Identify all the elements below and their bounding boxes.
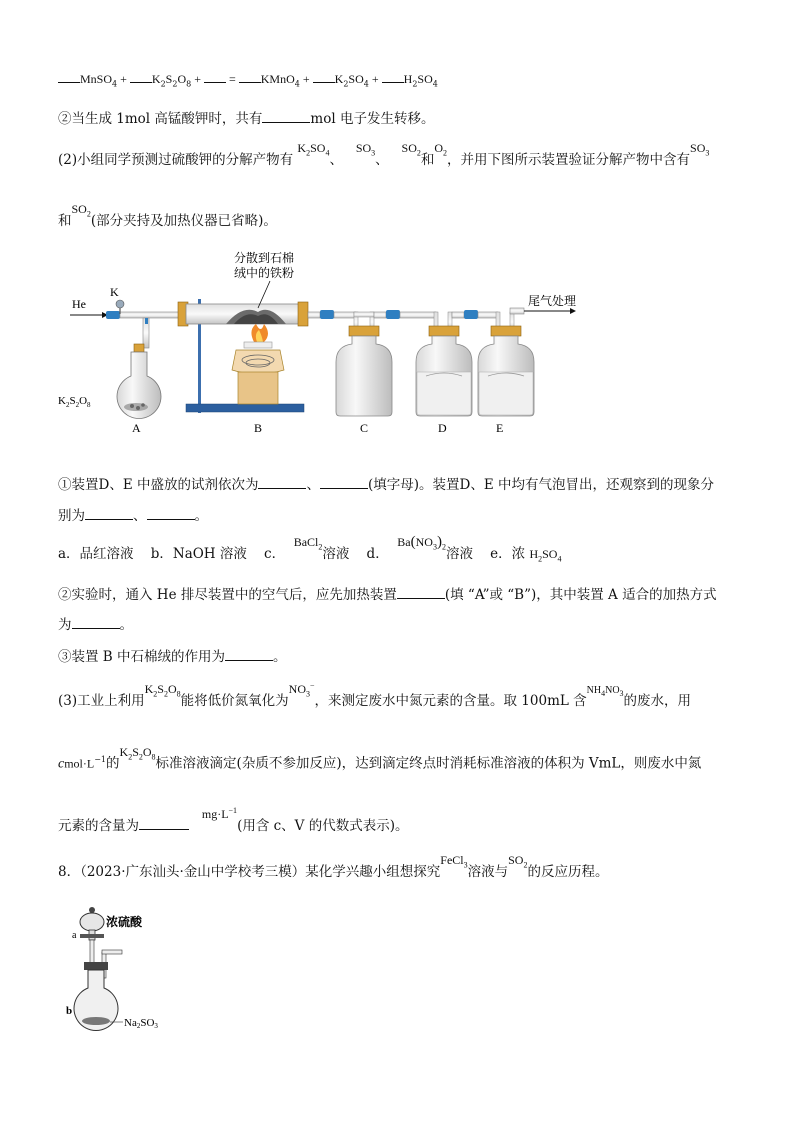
connector-icon [106, 311, 120, 319]
option-a: a．品红溶液 [58, 546, 134, 562]
label-b2: b [66, 1005, 73, 1017]
option-d: d． $Ba(NO_3)_2$溶液 [366, 534, 473, 562]
answer-blank [320, 474, 368, 489]
question-1-2: ②当生成 1mol 高锰酸钾时，共有 mol 电子发生转移。 [58, 108, 434, 129]
blank [204, 68, 226, 83]
answer-blank [225, 646, 273, 661]
question-2-2-cont: 为 。 [58, 614, 133, 635]
answer-blank [397, 584, 445, 599]
question-2-intro: (2)小组同学预测过硫酸钾的分解产物有 $K_2SO_4$、 $SO_3$、 $SO_2$和$O_2$，并用下图所示装置验证分解产物中含有$SO_3$ [58, 141, 710, 168]
label-c: C [360, 421, 369, 435]
iron-label-1: 分散到石棉 [234, 251, 295, 265]
label-d: D [438, 421, 447, 435]
question-2-2: ②实验时，通入 He 排尽装置中的空气后，应先加热装置 (填 “A”或 “B”)，其中装置 A 适合的加热方式 [58, 584, 717, 605]
option-b: b．NaOH 溶液 [150, 546, 247, 562]
blank [382, 68, 404, 83]
question-3: (3)工业上利用$K_2S_2O_8$能将低价氮氧化为$NO_3^-$，来测定废水中氮元素的含量。取 100mL 含$^{NH_4NO_3}$的废水，用 [58, 681, 692, 709]
blank [58, 68, 80, 83]
valve-k-label: K [110, 285, 119, 299]
answer-blank [262, 108, 310, 123]
alcohol-lamp [232, 350, 284, 374]
tail-gas-label: 尾气处理 [528, 294, 577, 308]
blank [313, 68, 335, 83]
funnel-bulb [80, 913, 104, 931]
answer-blank [139, 815, 189, 830]
question-3-cont: $cmol\cdot L^{-1}$的$K_2S_2O_8$标准溶液滴定(杂质不参加反应)，达到滴定终点时消耗标准溶液的体积为 VmL，则废水中氮 [58, 744, 702, 772]
apparatus-figure [58, 244, 598, 440]
question-2-1: ①装置D、E 中盛放的试剂依次为 、 (填字母)。装置D、E 中均有气泡冒出，还观察到的现象分 [58, 474, 714, 495]
acid-label: 浓硫酸 [106, 915, 143, 929]
blank [239, 68, 261, 83]
label-a: A [132, 421, 141, 435]
equation-line: MnSO$_4$ + $K_2S_2O_8$ + = KMnO$_4$ + $K_2SO_4 + H_2SO_4$ [58, 68, 438, 95]
label-b: B [254, 421, 263, 435]
stopcock-icon [80, 934, 104, 938]
bottle-c [336, 336, 392, 416]
question-8: 8．（2023·广东汕头·金山中学校考三模）某化学兴趣小组想探究FeCl$_3$溶液与$SO_2$的反应历程。 [58, 853, 609, 880]
question-2-intro-cont: 和$SO_2$(部分夹持及加热仪器已省略)。 [58, 202, 277, 229]
option-e: e．浓 $H_2SO_4$ [490, 546, 562, 564]
question-2-1-cont: 别为 、 。 [58, 505, 208, 526]
iron-label-2: 绒中的铁粉 [234, 266, 295, 280]
question-2-3: ③装置 B 中石棉绒的作用为 。 [58, 646, 287, 667]
he-label: He [72, 297, 86, 311]
na2so3-label: Na2SO3 [124, 1017, 158, 1030]
gas-generator-figure [58, 904, 188, 1034]
options-line [58, 534, 562, 569]
valve-icon [116, 300, 124, 308]
answer-blank [85, 505, 133, 520]
label-e: E [496, 421, 504, 435]
answer-blank [147, 505, 195, 520]
question-3-cont-2: 元素的含量为 $mg\cdot L^{-1}$(用含 c、V 的代数式表示)。 [58, 806, 409, 834]
k2s2o8-label: $K_2S_2O_8$ [58, 395, 91, 409]
blank [130, 68, 152, 83]
option-c: c． BaCl$_2$溶液 [264, 535, 350, 562]
answer-blank [258, 474, 306, 489]
answer-blank [72, 614, 120, 629]
label-a2: a [72, 930, 77, 941]
